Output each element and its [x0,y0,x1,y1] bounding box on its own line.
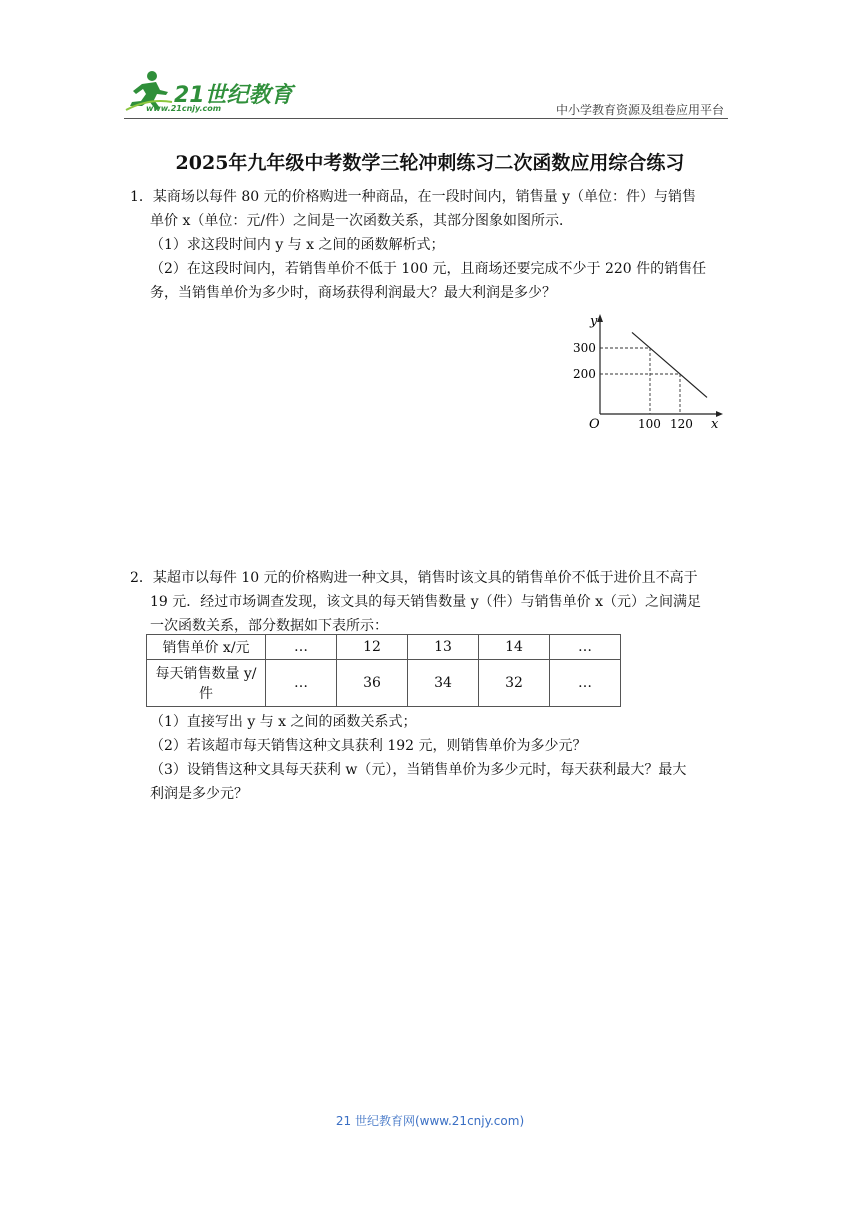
data-table [146,634,621,707]
table-cell: 34 [408,660,479,707]
q2-line1: 2．某超市以每件 10 元的价格购进一种文具，销售时该文具的销售单价不低于进价且不高于 [130,570,698,586]
y-axis-arrow-icon [597,314,603,322]
question-2-parts [130,710,732,806]
header-divider [124,118,728,119]
table-cell: … [550,635,621,660]
q1-line2: 单价 x（单位：元/件）之间是一次函数关系，其部分图象如图所示． [150,213,574,229]
table-cell: 12 [337,635,408,660]
q2-line3: 一次函数关系，部分数据如下表所示： [150,618,388,634]
footer-link[interactable]: 21 世纪教育网(www.21cnjy.com) [335,1114,525,1128]
table-cell: … [550,660,621,707]
question-1 [130,185,732,305]
table-cell: 销售单价 x/元 [147,635,266,660]
function-graph [570,308,730,438]
page-title: 2025年九年级中考数学三轮冲刺练习二次函数应用综合练习 [175,152,685,174]
x-axis-label: x [711,417,719,432]
q2-part2: （2）若该超市每天销售这种文具获利 192 元，则销售单价为多少元？ [150,738,587,754]
q1-part2b: 务，当销售单价为多少时，商场获得利润最大？最大利润是多少？ [150,285,556,301]
table-cell: 32 [479,660,550,707]
series-line [632,332,707,397]
y-tick-200: 200 [573,367,596,381]
logo-text: 21世纪教育 [174,83,293,108]
x-tick-100: 100 [638,417,661,431]
page-header [0,0,860,120]
table-row [147,660,621,707]
q2-part3a: （3）设销售这种文具每天获利 w（元），当销售单价为多少元时，每天获利最大？最大 [150,762,687,778]
platform-name: 中小学教育资源及组卷应用平台 [555,103,724,117]
table-cell: … [266,660,337,707]
logo-url: www.21cnjy.com [146,104,222,113]
q2-part3b: 利润是多少元？ [150,786,248,802]
table-cell: 每天销售数量 y/件 [147,660,266,707]
table-cell: 14 [479,635,550,660]
table-cell: 13 [408,635,479,660]
q1-part2a: （2）在这段时间内，若销售单价不低于 100 元，且商场还要完成不少于 220 件的销售任 [150,261,707,277]
y-axis-label: y [590,314,598,329]
question-2 [130,566,732,638]
origin-label: O [589,417,600,432]
q1-part1: （1）求这段时间内 y 与 x 之间的函数解析式； [150,237,445,253]
q2-line2: 19 元．经过市场调查发现，该文具的每天销售数量 y（件）与销售单价 x（元）之间满足 [150,594,701,610]
logo [124,68,294,118]
q2-part1: （1）直接写出 y 与 x 之间的函数关系式； [150,714,417,730]
y-tick-300: 300 [573,341,596,355]
table-cell: … [266,635,337,660]
table-cell: 36 [337,660,408,707]
table-row [147,635,621,660]
q1-line1: 1．某商场以每件 80 元的价格购进一种商品，在一段时间内，销售量 y（单位：件）与销售 [130,189,696,205]
x-tick-120: 120 [670,417,693,431]
